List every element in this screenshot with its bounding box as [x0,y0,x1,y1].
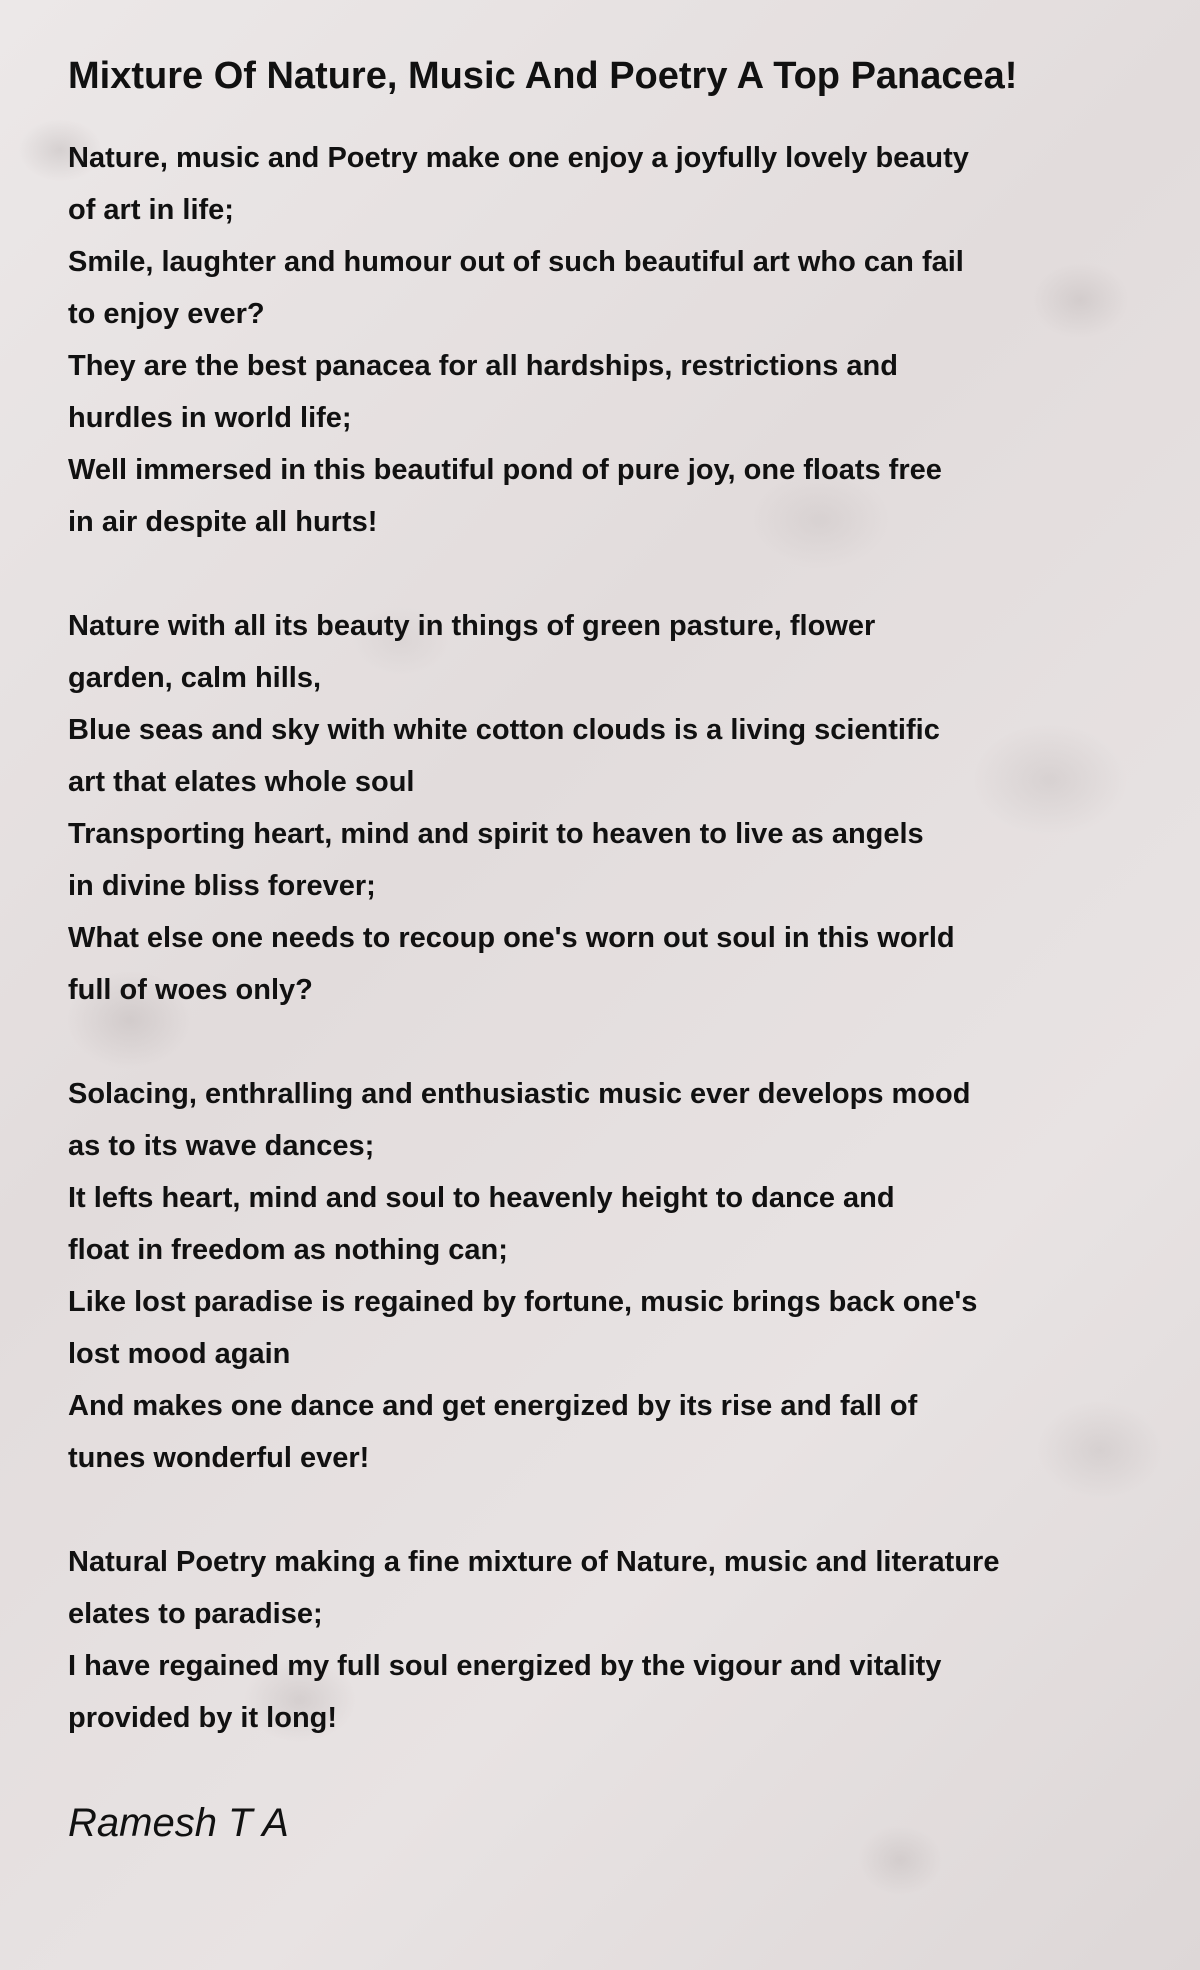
poem-line: Well immersed in this beautiful pond of pure joy, one floats free [68,454,942,486]
poem-line: It lefts heart, mind and soul to heavenly height to dance and [68,1182,895,1214]
poem-line: tunes wonderful ever! [68,1442,370,1474]
poem-line: Blue seas and sky with white cotton clouds is a living scientific [68,714,940,746]
poem-line: Nature, music and Poetry make one enjoy a joyfully lovely beauty [68,142,969,174]
poem-line: They are the best panacea for all hardships, restrictions and [68,350,898,382]
poem-line: as to its wave dances; [68,1130,375,1162]
poem-line: elates to paradise; [68,1598,323,1630]
poem-line: Smile, laughter and humour out of such beautiful art who can fail [68,246,964,278]
poem-line: hurdles in world life; [68,402,352,434]
stanza-2 [68,600,1118,1016]
poem-line: provided by it long! [68,1702,338,1734]
poem-line: I have regained my full soul energized by the vigour and vitality [68,1650,942,1682]
poem-body [68,132,1118,1744]
poem-line: in air despite all hurts! [68,506,378,538]
poem-line: What else one needs to recoup one's worn out soul in this world [68,922,955,954]
poem-line: Solacing, enthralling and enthusiastic music ever develops mood [68,1078,971,1110]
poem-author: Ramesh T A [68,1801,289,1845]
stanza-3 [68,1068,1118,1484]
poem-line: of art in life; [68,194,234,226]
stanza-1 [68,132,1118,548]
poem-line: lost mood again [68,1338,291,1370]
poem-line: float in freedom as nothing can; [68,1234,508,1266]
poem-line: Nature with all its beauty in things of green pasture, flower [68,610,876,642]
poem-line: garden, calm hills, [68,662,322,694]
poem-line: Natural Poetry making a fine mixture of Nature, music and literature [68,1546,1000,1578]
poem-title: Mixture Of Nature, Music And Poetry A Top Panacea! [68,55,1018,97]
poem-line: to enjoy ever? [68,298,265,330]
poem-line: Like lost paradise is regained by fortune, music brings back one's [68,1286,978,1318]
poem-page [68,50,1148,1848]
poem-line: in divine bliss forever; [68,870,376,902]
poem-line: full of woes only? [68,974,313,1006]
poem-line: Transporting heart, mind and spirit to heaven to live as angels [68,818,924,850]
poem-line: art that elates whole soul [68,766,415,798]
poem-line: And makes one dance and get energized by its rise and fall of [68,1390,918,1422]
stanza-4 [68,1536,1118,1744]
